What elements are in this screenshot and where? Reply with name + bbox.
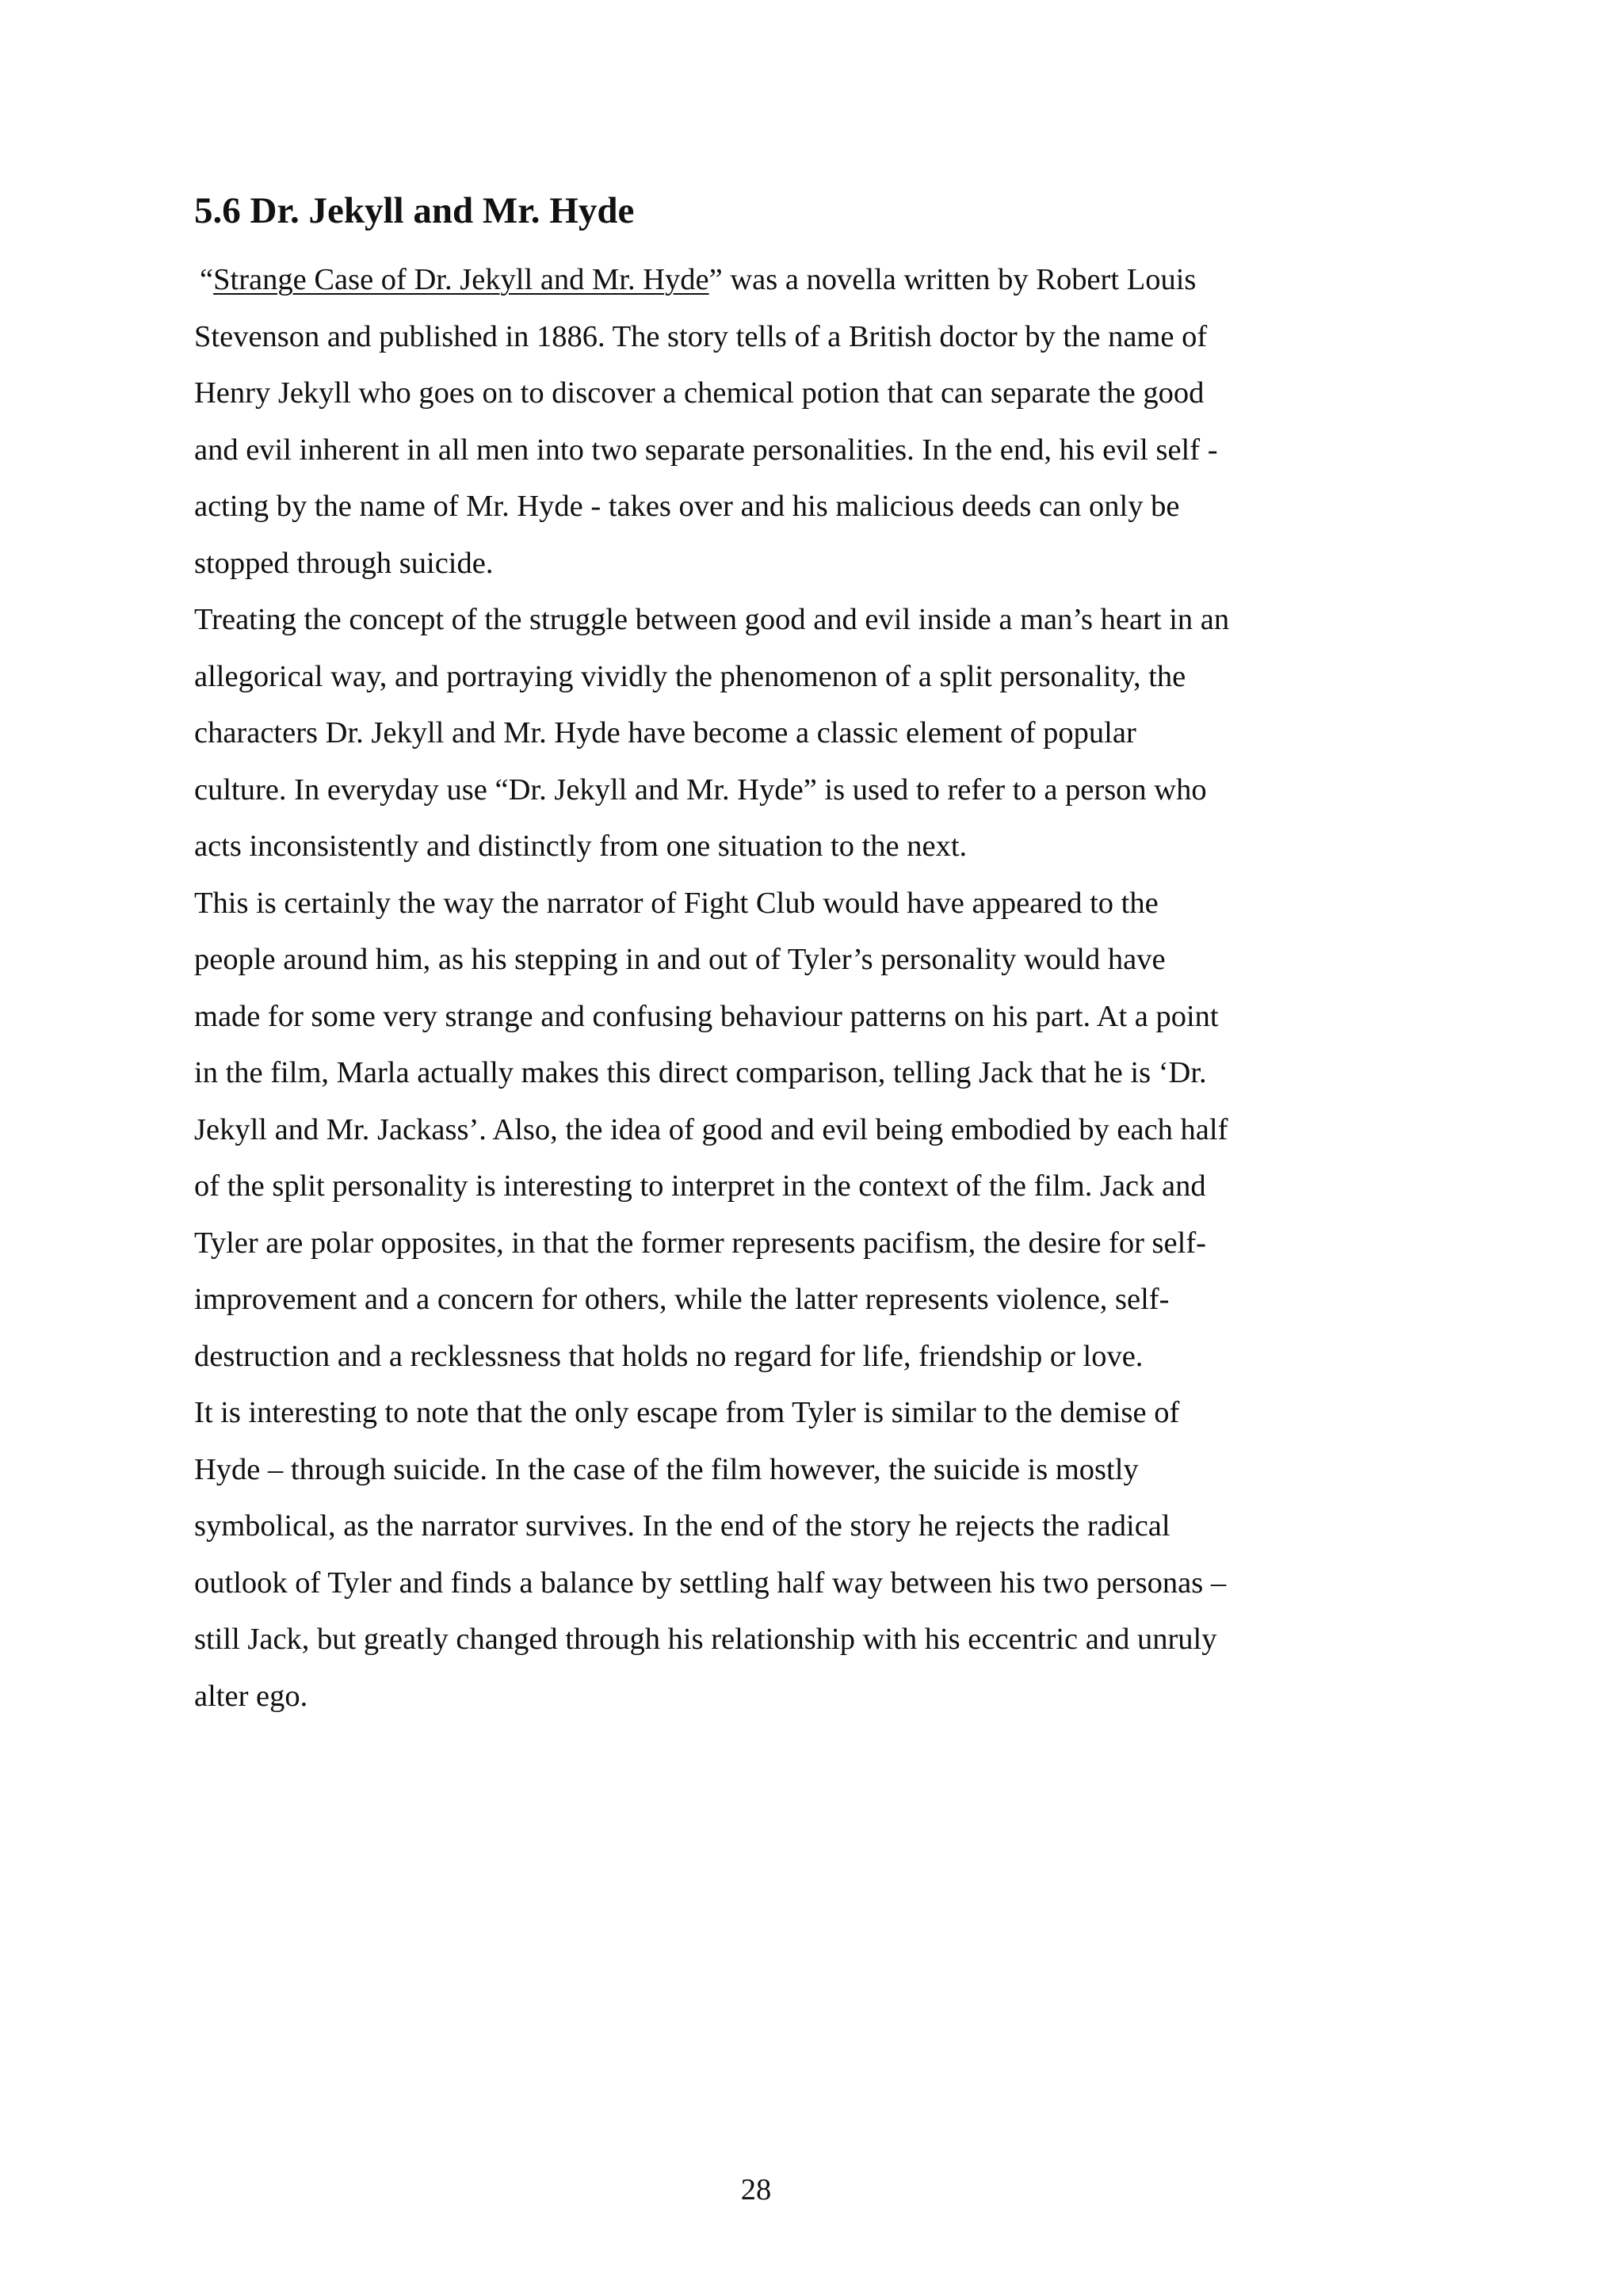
body-line-13: people around him, as his stepping in and out of Tyler’s personality would have [194,943,1166,976]
section-heading: 5.6 Dr. Jekyll and Mr. Hyde [194,190,635,231]
body-line-17: of the split personality is interesting to interpret in the context of the film. Jack and [194,1169,1206,1203]
body-line-1 [200,261,1196,298]
body-line-22: Hyde – through suicide. In the case of the film however, the suicide is mostly [194,1453,1139,1486]
body-line-7: Treating the concept of the struggle between good and evil inside a man’s heart in an [194,603,1230,636]
line-1-rest: ” was a novella written by Robert Louis [708,263,1197,296]
body-line-23: symbolical, as the narrator survives. In the end of the story he rejects the radical [194,1509,1170,1543]
body-line-15: in the film, Marla actually makes this direct comparison, telling Jack that he is ‘Dr. [194,1056,1207,1089]
body-line-14: made for some very strange and confusing behaviour patterns on his part. At a point [194,1000,1219,1033]
novella-title: Strange Case of Dr. Jekyll and Mr. Hyde [213,263,709,296]
body-line-12: This is certainly the way the narrator of Fight Club would have appeared to the [194,887,1159,920]
body-line-9: characters Dr. Jekyll and Mr. Hyde have become a classic element of popular [194,716,1136,749]
body-line-5: acting by the name of Mr. Hyde - takes over and his malicious deeds can only be [194,490,1180,523]
body-line-25: still Jack, but greatly changed through his relationship with his eccentric and unruly [194,1623,1217,1656]
body-line-10: culture. In everyday use “Dr. Jekyll and Mr. Hyde” is used to refer to a person who [194,773,1207,807]
body-line-20: destruction and a recklessness that holds no regard for life, friendship or love. [194,1340,1144,1373]
body-line-6: stopped through suicide. [194,547,494,580]
open-quote: “ [200,263,214,296]
body-line-4: and evil inherent in all men into two separate personalities. In the end, his evil self - [194,433,1218,467]
body-line-24: outlook of Tyler and finds a balance by settling half way between his two personas – [194,1566,1227,1600]
body-line-18: Tyler are polar opposites, in that the former represents pacifism, the desire for self- [194,1226,1206,1260]
body-line-2: Stevenson and published in 1886. The story tells of a British doctor by the name of [194,320,1208,353]
body-line-26: alter ego. [194,1680,308,1713]
page-number: 28 [740,2173,772,2206]
body-line-16: Jekyll and Mr. Jackass’. Also, the idea of good and evil being embodied by each half [194,1113,1228,1146]
body-line-19: improvement and a concern for others, while the latter represents violence, self- [194,1283,1170,1316]
body-line-11: acts inconsistently and distinctly from one situation to the next. [194,830,968,863]
body-line-21: It is interesting to note that the only escape from Tyler is similar to the demise of [194,1396,1180,1429]
body-line-3: Henry Jekyll who goes on to discover a chemical potion that can separate the good [194,376,1205,410]
body-line-8: allegorical way, and portraying vividly the phenomenon of a split personality, the [194,660,1186,693]
